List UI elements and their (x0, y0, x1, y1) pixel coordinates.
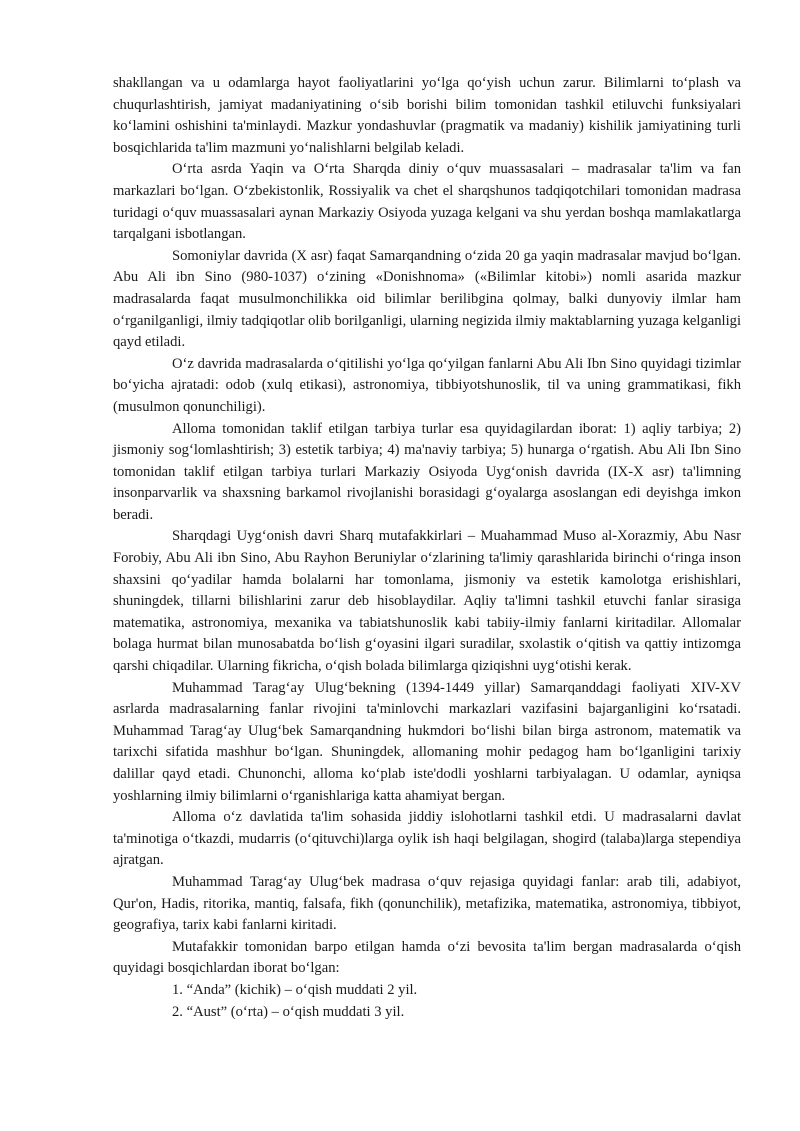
paragraph-study-stages: Mutafakkir tomonidan barpo etilgan hamda o‘zi bevosita ta'lim bergan madrasalarda o‘qish quyidagi bosqichlardan iborat bo‘lgan: (113, 938, 741, 977)
document-page (113, 73, 741, 1023)
list-item-aust: 2. “Aust” (o‘rta) – o‘qish muddati 3 yil. (172, 1003, 405, 1020)
paragraph-education-reforms: Alloma o‘z davlatida ta'lim sohasida jiddiy islohotlarni tashkil etdi. U madrasalarni davlat ta'minotiga o‘tkazdi, mudarris (o‘qituvchi)larga oylik ish haqi belgilagan, shogird (talaba)larga stependiya ajratgan. (113, 809, 741, 869)
list-item-anda: 1. “Anda” (kichik) – o‘qish muddati 2 yil. (172, 981, 418, 998)
paragraph-ibn-sino-subjects: O‘z davrida madrasalarda o‘qitilishi yo‘lga qo‘yilgan fanlarni Abu Ali Ibn Sino quyidagi tizimlar bo‘yicha ajratadi: odob (xulq etikasi), astronomiya, tibbiyotshunoslik, til va uning grammatikasi, fikh (musulmon qonunchiligi). (113, 355, 741, 415)
paragraph-ulugbek-activity: Muhammad Tarag‘ay Ulug‘bekning (1394-1449 yillar) Samarqanddagi faoliyati XIV-XV asrlarda madrasalarning fanlar rivojini ta'minlovchi markazlari vazifasini bajarganligini ko‘rsatadi. Muhammad Tarag‘ay Ulug‘bek Samarqandning hukmdori bo‘lishi bilan birga astronom, matematik va tarixchi sifatida mashhur bo‘lgan. Shuningdek, allomaning mohir pedagog ham bo‘lganligini tarixiy dalillar qayd etadi. Chunonchi, alloma ko‘plab iste'dodli yoshlarni tarbiyalagan. U odamlar, ayniqsa yoshlarning ilmiy bilimlarni o‘rganishlariga katta ahamiyat bergan. (113, 679, 741, 804)
paragraph-tarbiya-types: Alloma tomonidan taklif etilgan tarbiya turlar esa quyidagilardan iborat: 1) aqliy tarbiya; 2) jismoniy sog‘lomlashtirish; 3) estetik tarbiya; 4) ma'naviy tarbiya; 5) hunarga o‘rgatish. Abu Ali Ibn Sino tomonidan taklif etilgan tarbiya turlari Markaziy Osiyoda Uyg‘onish davrida (IX-X asr) ta'limning insonparvarlik va shaxsning barkamol rivojlanishi borasidagi g‘oyalarga asoslangan edi deyishga imkon beradi. (113, 420, 741, 523)
paragraph-somoniylar: Somoniylar davrida (X asr) faqat Samarqandning o‘zida 20 ga yaqin madrasalar mavjud bo‘lgan. Abu Ali ibn Sino (980-1037) o‘zining «Donishnoma» («Bilimlar kitobi») nomli asarida mazkur madrasalarda faqat musulmonchilikka oid bilimlar berilibgina qolmay, balki dunyoviy ilmlar ham o‘rganilganligi, ilmiy tadqiqotlar olib borilganligi, ularning negizida ilmiy maktablarning yuzaga kelganligi qayd etiladi. (113, 247, 741, 351)
paragraph-madrasa-centers: O‘rta asrda Yaqin va O‘rta Sharqda diniy o‘quv muassasalari – madrasalar ta'lim va fan markazlari bo‘lgan. O‘zbekistonlik, Rossiyalik va chet el sharqshunos tadqiqotchilari tomonidan madrasa turidagi o‘quv muassasalari aynan Markaziy Osiyoda yuzaga kelgani va shu yerdan boshqa mamlakatlarga tarqalgani isbotlangan. (113, 161, 741, 243)
paragraph-renaissance-thinkers: Sharqdagi Uyg‘onish davri Sharq mutafakkirlari – Muahammad Muso al-Xorazmiy, Abu Nasr Forobiy, Abu Ali ibn Sino, Abu Rayhon Beruniylar o‘zlarining ta'limiy qarashlarida birinchi o‘ringa inson shaxsini qo‘yadilar hamda bolalarni har tomonlama, jismoniy va estetik kamolotga erishishlari, shuningdek, tillarni bilishlarini zarur deb hisoblaydilar. Aqliy ta'limni tashkil etuvchi fanlar sirasiga matematika, astronomiya, mexanika va tabiatshunoslik kabi tabiiy-ilmiy fanlarni kiritadilar. Allomalar bolaga hurmat bilan munosabatda bo‘lish g‘oyasini ilgari suradilar, sxolastik o‘qitish va qattiy intizomga qarshi chiqadilar. Ularning fikricha, o‘qish bolada bilimlarga qiziqishni uyg‘otishi kerak. (113, 528, 741, 675)
paragraph-curriculum: Muhammad Tarag‘ay Ulug‘bek madrasa o‘quv rejasiga quyidagi fanlar: arab tili, adabiyot, Qur'on, Hadis, ritorika, mantiq, falsafa, fikh (qonunchilik), metafizika, matematika, astronomiya, tibbiyot, geografiya, tarix kabi fanlarni kiritadi. (113, 873, 741, 934)
paragraph-continuation: shakllangan va u odamlarga hayot faoliyatlarini yo‘lga qo‘yish uchun zarur. Bilimlarni to‘plash va chuqurlashtirish, jamiyat madaniyatining o‘sib borishi bilim tomonidan tashkil etiluvchi funksiyalari ko‘lamini oshishini ta'minlaydi. Mazkur yondashuvlar (pragmatik va madaniy) kishilik jamiyatining turli bosqichlarida ta'lim mazmuni yo‘nalishlarni belgilab keladi. (113, 75, 741, 156)
